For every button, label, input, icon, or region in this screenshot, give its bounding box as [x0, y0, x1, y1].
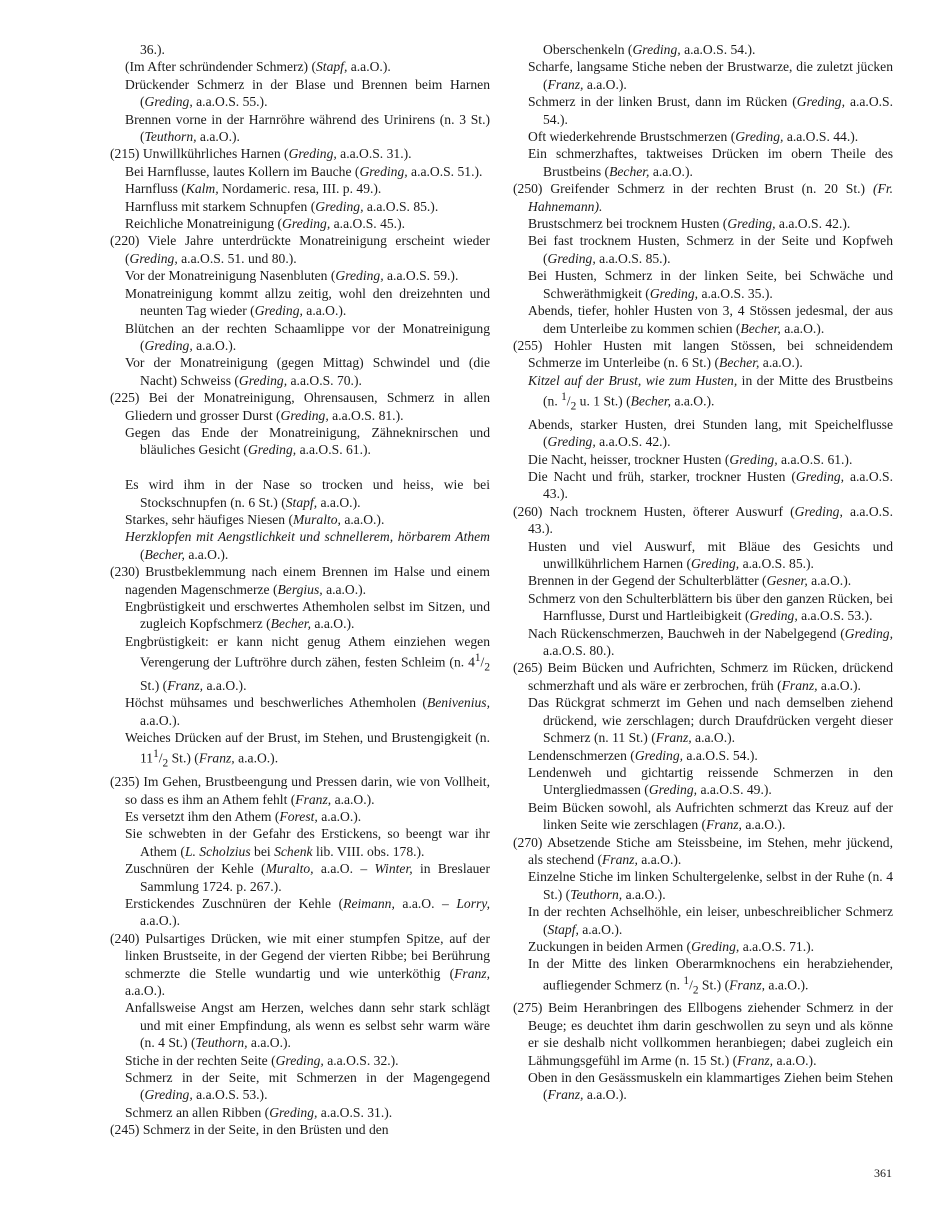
symptom-entry: Es wird ihm in der Nase so trocken und heiss, wie bei Stockschnupfen (n. 6 St.) (Stapf, a.a.O.).	[125, 477, 490, 510]
symptom-entry: Abends, starker Husten, drei Stunden lang, mit Speichelflusse (Greding, a.a.O.S. 42.).	[528, 416, 893, 450]
symptom-entry: Herzklopfen mit Aengstlichkeit und schnellerem, hörbarem Athem (Becher, a.a.O.).	[125, 529, 490, 562]
symptom-entry: (240) Pulsartiges Drücken, wie mit einer stumpfen Spitze, auf der linken Brustseite, in der Gegend der vierten Ribbe; bei Berührung schmerzte die Stelle wundartig und wie unterköthig (Franz, a.a.O.).	[110, 930, 490, 999]
symptom-entry: (250) Greifender Schmerz in der rechten Brust (n. 20 St.) (Fr. Hahnemann).	[513, 181, 893, 214]
symptom-entry: (230) Brustbeklemmung nach einem Brennen im Halse und einem nagenden Magenschmerze (Bergius, a.a.O.).	[110, 564, 490, 597]
symptom-entry: (260) Nach trocknem Husten, öfterer Auswurf (Greding, a.a.O.S. 43.).	[513, 503, 893, 537]
symptom-entry: Das Rückgrat schmerzt im Gehen und nach demselben ziehend drückend, wie zerschlagen; durch Draufdrücken vergeht dieser Schmerz (n. 11 St.) (Franz, a.a.O.).	[528, 695, 893, 746]
symptom-entry: Höchst mühsames und beschwerliches Athemholen (Benivenius, a.a.O.).	[125, 695, 490, 728]
symptom-entry: Schmerz von den Schulterblättern bis über den ganzen Rücken, bei Harnflusse, Durst und Hartleibigkeit (Greding, a.a.O.S. 53.).	[528, 590, 893, 624]
symptom-entry: Lendenweh und gichtartig reissende Schmerzen in den Untergliedmassen (Greding, a.a.O.S. 49.).	[528, 764, 893, 798]
symptom-entry: Schmerz in der linken Brust, dann im Rücken (Greding, a.a.O.S. 54.).	[528, 94, 893, 127]
page-number: 361	[874, 1166, 892, 1180]
symptom-entry: Nach Rückenschmerzen, Bauchweh in der Nabelgegend (Greding, a.a.O.S. 80.).	[528, 625, 893, 659]
symptom-entry: 36.).	[140, 42, 165, 57]
symptom-entry: (Im After schründender Schmerz) (Stapf, a.a.O.).	[125, 59, 391, 75]
symptom-entry: (270) Absetzende Stiche am Steissbeine, im Stehen, mehr jückend, als stechend (Franz, a.a.O.).	[513, 834, 893, 867]
symptom-entry: Erstickendes Zuschnüren der Kehle (Reimann, a.a.O. – Lorry, a.a.O.).	[125, 895, 490, 929]
symptom-entry: Beim Bücken sowohl, als Aufrichten schmerzt das Kreuz auf der linken Seite wie zerschlagen (Franz, a.a.O.).	[528, 799, 893, 833]
symptom-entry: Weiches Drücken auf der Brust, im Stehen, und Brustengigkeit (n. $11^1/_2$ St.) (Franz, a.a.O.).	[125, 730, 490, 770]
symptom-entry: Es versetzt ihm den Athem (Forest, a.a.O.).	[125, 808, 362, 824]
symptom-entry: Brennen vorne in der Harnröhre während des Urinirens (n. 3 St.) (Teuthorn, a.a.O.).	[125, 111, 490, 145]
symptom-entry: Sie schwebten in der Gefahr des Erstickens, so beengt war ihr Athem (L. Scholzius bei Schenk lib. VIII. obs. 178.).	[125, 826, 490, 859]
symptom-entry: Schmerz an allen Ribben (Greding, a.a.O.S. 31.).	[125, 1104, 393, 1120]
symptom-entry: Bei fast trocknem Husten, Schmerz in der Seite und Kopfweh (Greding, a.a.O.S. 85.).	[528, 233, 893, 266]
symptom-entry: Husten und viel Auswurf, mit Bläue des Gesichts und unwillkührlichem Harnen (Greding, a.a.O.S. 85.).	[528, 538, 893, 572]
symptom-entry: Vor der Monatreinigung Nasenbluten (Greding, a.a.O.S. 59.).	[125, 268, 459, 284]
symptom-entry: Scharfe, langsame Stiche neben der Brustwarze, die zuletzt jücken (Franz, a.a.O.).	[528, 59, 893, 92]
symptom-entry: Die Nacht und früh, starker, trockner Husten (Greding, a.a.O.S. 43.).	[528, 469, 893, 502]
symptom-entry: Kitzel auf der Brust, wie zum Husten, in der Mitte des Brustbeins (n. $^1/_2$ u. 1 St.) (Becher, a.a.O.).	[528, 372, 893, 413]
symptom-entry: (255) Hohler Husten mit langen Stössen, bei schneidendem Schmerze im Unterleibe (n. 6 St.) (Becher, a.a.O.).	[513, 337, 893, 371]
symptom-entry: Monatreinigung kommt allzu zeitig, wohl den dreizehnten und neunten Tag wieder (Greding, a.a.O.).	[125, 285, 490, 319]
symptom-entry: Blütchen an der rechten Schaamlippe vor der Monatreinigung (Greding, a.a.O.).	[125, 320, 490, 353]
symptom-entry: (265) Beim Bücken und Aufrichten, Schmerz im Rücken, drückend schmerzhaft und als wäre er zerbrochen, früh (Franz, a.a.O.).	[513, 660, 893, 693]
symptom-entry: Oft wiederkehrende Brustschmerzen (Greding, a.a.O.S. 44.).	[528, 129, 859, 145]
symptom-entry: Bei Harnflusse, lautes Kollern im Bauche (Greding, a.a.O.S. 51.).	[125, 163, 483, 179]
symptom-entry: Brennen in der Gegend der Schulterblätter (Gesner, a.a.O.).	[528, 573, 852, 589]
symptom-entry: Die Nacht, heisser, trockner Husten (Greding, a.a.O.S. 61.).	[528, 451, 853, 467]
symptom-entry: Stiche in der rechten Seite (Greding, a.a.O.S. 32.).	[125, 1052, 399, 1068]
left-column	[110, 41, 490, 1139]
symptom-entry: In der Mitte des linken Oberarmknochens ein herabziehender, aufliegender Schmerz (n. $^1/_2$ St.) (Franz, a.a.O.).	[528, 956, 893, 997]
symptom-entry: (220) Viele Jahre unterdrückte Monatreinigung erscheint wieder (Greding, a.a.O.S. 51. und 80.).	[110, 233, 490, 266]
symptom-entry: (275) Beim Heranbringen des Ellbogens ziehender Schmerz in der Beuge; es deuchtet ihm darin geschwollen zu seyn und als könne er sie deshalb nicht vollkommen heranbiegen; dabei zugleich ein Lähmungsgefühl im Arme (n. 15 St.) (Franz, a.a.O.).	[513, 1000, 893, 1068]
symptom-entry: Brustschmerz bei trocknem Husten (Greding, a.a.O.S. 42.).	[528, 216, 851, 232]
symptom-entry: In der rechten Achselhöhle, ein leiser, unbeschreiblicher Schmerz (Stapf, a.a.O.).	[528, 904, 893, 937]
symptom-entry: Engbrüstigkeit: er kann nicht genug Athem einziehen wegen Verengerung der Luftröhre durch zähen, festen Schleim (n. $4^1/_2$ St.) (Franz, a.a.O.).	[125, 633, 490, 693]
symptom-entry: (235) Im Gehen, Brustbeengung und Pressen darin, wie von Vollheit, so dass es ihm an Athem fehlt (Franz, a.a.O.).	[110, 774, 490, 807]
symptom-entry: Oberschenkeln (Greding, a.a.O.S. 54.).	[543, 42, 756, 57]
symptom-entry: Einzelne Stiche im linken Schultergelenke, selbst in der Ruhe (n. 4 St.) (Teuthorn, a.a.O.).	[528, 869, 893, 902]
symptom-entry: Anfallsweise Angst am Herzen, welches dann sehr stark schlägt und mit einer Empfindung, als wenn es selbst sehr warm wäre (n. 4 St.) (Teuthorn, a.a.O.).	[125, 1000, 490, 1051]
symptom-entry: Abends, tiefer, hohler Husten von 3, 4 Stössen jedesmal, der aus dem Unterleibe zu kommen schien (Becher, a.a.O.).	[528, 303, 893, 336]
symptom-entry: Starkes, sehr häufiges Niesen (Muralto, a.a.O.).	[125, 511, 385, 527]
symptom-entry: Zuckungen in beiden Armen (Greding, a.a.O.S. 71.).	[528, 938, 815, 954]
symptom-entry: Bei Husten, Schmerz in der linken Seite, bei Schwäche und Schweräthmigkeit (Greding, a.a.O.S. 35.).	[528, 268, 893, 301]
symptom-entry: Vor der Monatreinigung (gegen Mittag) Schwindel und (die Nacht) Schweiss (Greding, a.a.O.S. 70.).	[125, 355, 490, 388]
symptom-entry: Gegen das Ende der Monatreinigung, Zähneknirschen und bläuliches Gesicht (Greding, a.a.O.S. 61.).	[125, 424, 490, 458]
symptom-entry: Zuschnüren der Kehle (Muralto, a.a.O. – Winter, in Breslauer Sammlung 1724. p. 267.).	[125, 861, 490, 894]
symptom-entry: Drückender Schmerz in der Blase und Brennen beim Harnen (Greding, a.a.O.S. 55.).	[125, 76, 490, 110]
symptom-entry: (215) Unwillkührliches Harnen (Greding, a.a.O.S. 31.).	[110, 146, 412, 162]
symptom-entry: Harnfluss mit starkem Schnupfen (Greding, a.a.O.S. 85.).	[125, 198, 439, 214]
symptom-entry: Oben in den Gesässmuskeln ein klammartiges Ziehen beim Stehen (Franz, a.a.O.).	[528, 1070, 893, 1103]
symptom-entry: Reichliche Monatreinigung (Greding, a.a.O.S. 45.).	[125, 216, 406, 232]
symptom-entry: Harnfluss (Kalm, Nordameric. resa, III. p. 49.).	[125, 181, 382, 197]
symptom-entry: Engbrüstigkeit und erschwertes Athemholen selbst im Sitzen, und zugleich Kopfschmerz (Becher, a.a.O.).	[125, 598, 490, 632]
symptom-entry: Ein schmerzhaftes, taktweises Drücken im obern Theile des Brustbeins (Becher, a.a.O.).	[528, 146, 893, 179]
symptom-entry: Lendenschmerzen (Greding, a.a.O.S. 54.).	[528, 747, 758, 763]
symptom-entry: Schmerz in der Seite, mit Schmerzen in der Magengegend (Greding, a.a.O.S. 53.).	[125, 1070, 490, 1103]
right-column	[513, 41, 893, 1104]
symptom-entry: (225) Bei der Monatreinigung, Ohrensausen, Schmerz in allen Gliedern und grosser Durst (Greding, a.a.O.S. 81.).	[110, 390, 490, 423]
symptom-entry: (245) Schmerz in der Seite, in den Brüsten und den	[110, 1122, 389, 1138]
